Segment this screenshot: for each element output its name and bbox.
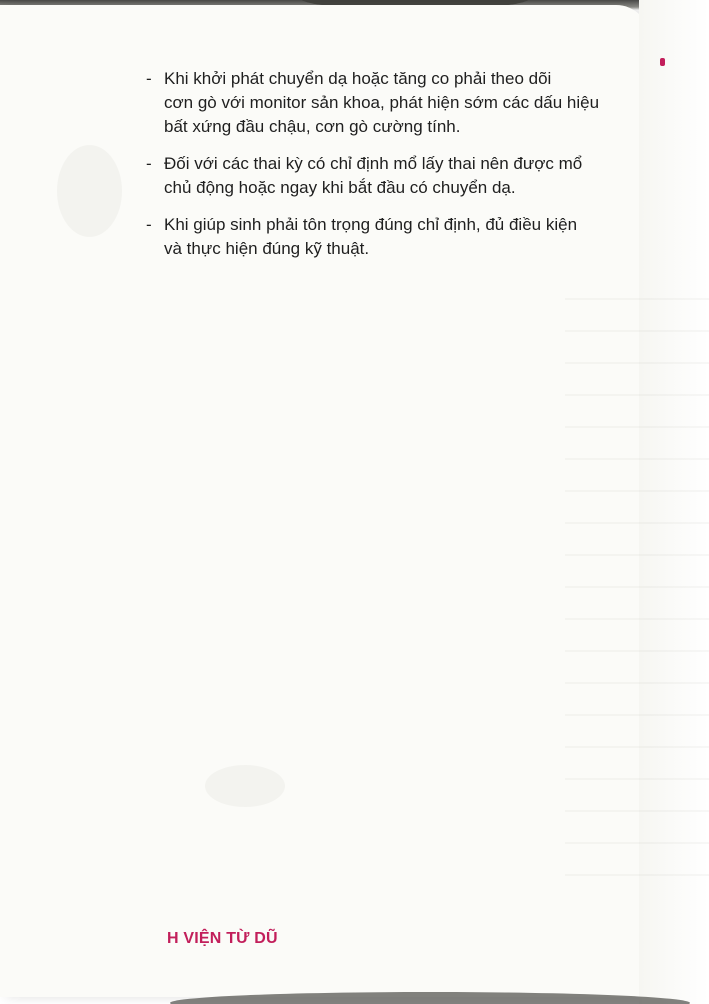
show-through-lines [565, 280, 709, 880]
bullet-dash: - [146, 69, 152, 88]
bullet-item [146, 67, 646, 139]
show-through-stain [205, 765, 285, 807]
show-through-stain [57, 145, 122, 237]
main-text [146, 67, 646, 274]
text-line: Khi khởi phát chuyển dạ hoặc tăng co phải theo dõi [164, 69, 552, 88]
text-line: Đối với các thai kỳ có chỉ định mổ lấy thai nên được mổ [164, 154, 583, 173]
page-marker [660, 58, 665, 66]
bullet-item [146, 152, 646, 200]
text-line: chủ động hoặc ngay khi bắt đầu có chuyển dạ. [164, 178, 516, 197]
bullet-dash: - [146, 215, 152, 234]
text-line: và thực hiện đúng kỹ thuật. [164, 239, 370, 258]
footer-hospital-name: H VIỆN TỪ DŨ [167, 930, 278, 947]
bullet-item [146, 213, 646, 261]
text-line: bất xứng đầu chậu, cơn gò cường tính. [164, 117, 461, 136]
text-line: cơn gò với monitor sản khoa, phát hiện sớm các dấu hiệu [164, 93, 600, 112]
text-line: Khi giúp sinh phải tôn trọng đúng chỉ định, đủ điều kiện [164, 215, 578, 234]
bullet-dash: - [146, 154, 152, 173]
